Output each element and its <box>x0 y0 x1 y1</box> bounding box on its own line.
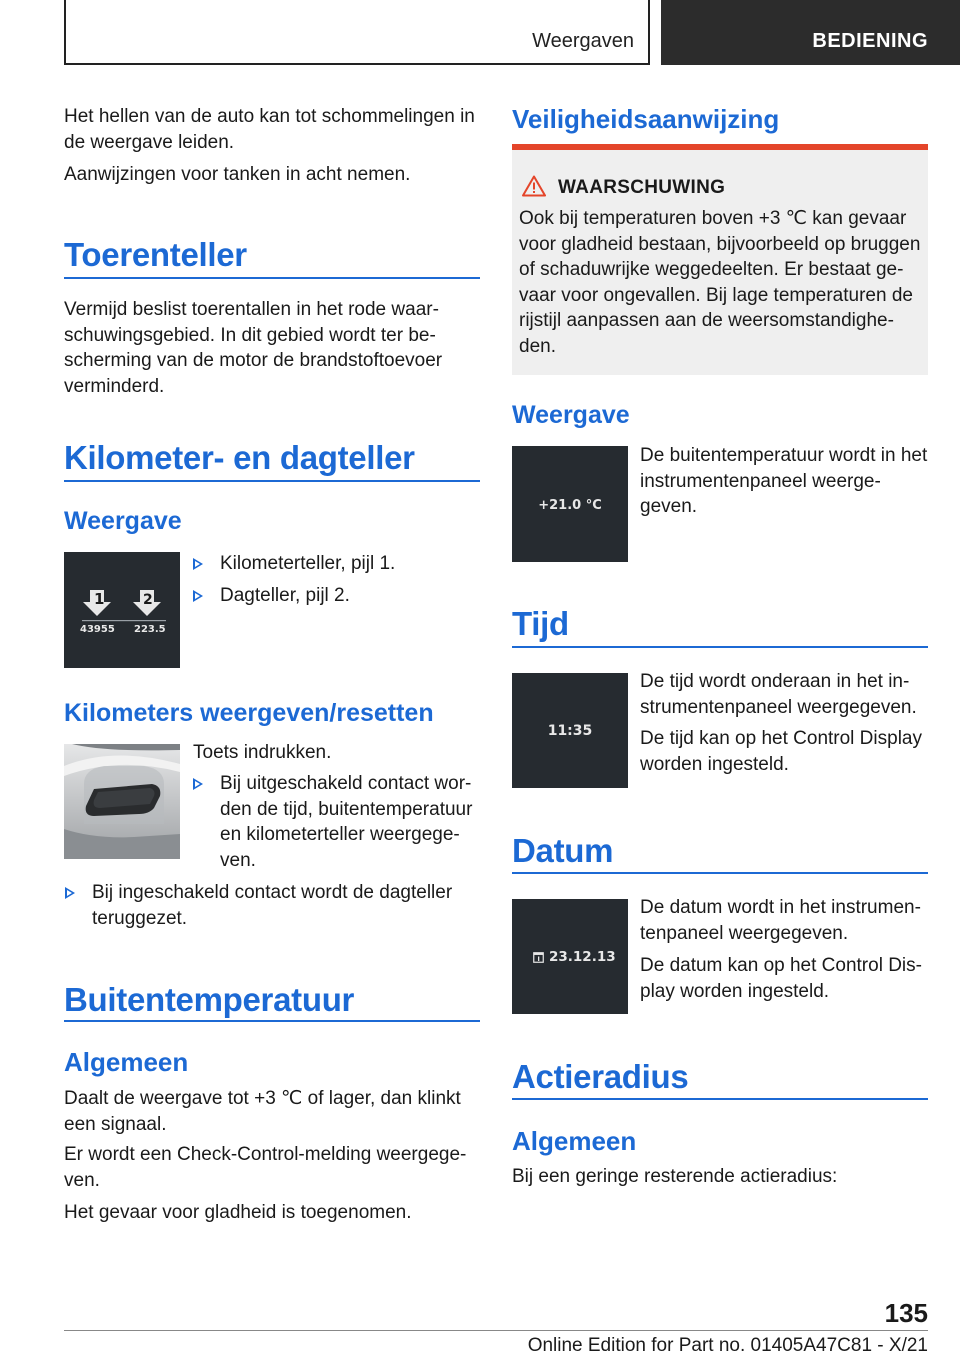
heading-datum: Datum <box>512 832 614 869</box>
header-chapter-title: BEDIENING <box>812 30 928 52</box>
buitentemp-paragraph-3: Het gevaar voor gladheid is toegenomen. <box>64 1202 412 1223</box>
heading-weergave-kilometer: Weergave <box>64 507 182 535</box>
datum-paragraph-1: De datum wordt in het instrumen-tenpaneel weergegeven. <box>640 897 921 944</box>
buitentemp-paragraph-2: Er wordt een Check-Control-melding weergege-ven. <box>64 1144 467 1191</box>
reset-text: Toets indrukken. <box>193 742 332 763</box>
heading-algemeen-actieradius: Algemeen <box>512 1126 637 1156</box>
heading-kilometer: Kilometer- en dagteller <box>64 439 415 476</box>
reset-button-icon <box>64 744 180 859</box>
buitentemp-paragraph-1: Daalt de weergave tot +3 ℃ of lager, dan klinkt een signaal. <box>64 1088 461 1135</box>
warning-triangle-icon <box>522 175 546 197</box>
heading-rule <box>64 480 480 482</box>
header-section-box <box>64 0 650 65</box>
page-number: 135 <box>884 1298 928 1328</box>
toerenteller-text: Vermijd beslist toerentallen in het rode waar-schuwingsgebied. In dit gebied wordt ter be-scherming van de motor de brandstoftoevoer verminderd. <box>64 299 443 397</box>
odometer-image <box>64 552 180 668</box>
heading-rule <box>512 1098 928 1100</box>
bullet-triangle-icon <box>193 778 203 790</box>
warning-text: Ook bij temperaturen boven +3 ℃ kan gevaar voor gladheid bestaan, bijvoorbeeld op bruggen of schaduwrijke weggedeelten. Er bestaat ge-vaar voor ongevallen. Bij lage temperaturen de rijstijl aanpassen aan de weersomstandighe-den. <box>519 208 921 357</box>
calendar-icon <box>533 951 544 963</box>
heading-algemeen-buitentemp: Algemeen <box>64 1047 189 1077</box>
reset-button-image <box>64 744 180 859</box>
temperature-display-image <box>512 446 628 562</box>
date-display-value: 23.12.13 <box>549 949 616 965</box>
time-display-value: 11:35 <box>547 723 593 739</box>
heading-rule <box>512 646 928 648</box>
heading-rule <box>64 277 480 279</box>
heading-actieradius: Actieradius <box>512 1058 689 1095</box>
time-display-image <box>512 673 628 788</box>
arrow-2-label: 2 <box>143 592 153 608</box>
tijd-paragraph-1: De tijd wordt onderaan in het in-strumentenpaneel weergegeven. <box>640 671 917 718</box>
bullet-triangle-icon <box>65 887 75 899</box>
bullet-triangle-icon <box>193 590 203 602</box>
temperature-display-value: +21.0 °C <box>538 498 602 513</box>
odometer-value: 43955 <box>80 624 115 635</box>
bullet-ingeschakeld: Bij ingeschakeld contact wordt de dagteller teruggezet. <box>92 882 453 929</box>
intro-paragraph-2: Aanwijzingen voor tanken in acht nemen. <box>64 164 411 185</box>
footer-edition: Online Edition for Part no. 01405A47C81 - X/21 <box>527 1335 928 1356</box>
bullet-kilometerteller: Kilometerteller, pijl 1. <box>220 553 396 574</box>
arrow-1-label: 1 <box>94 590 105 608</box>
heading-rule <box>512 872 928 874</box>
odometer-arrows-icon <box>64 552 180 668</box>
heading-kilometers-resetten: Kilometers weergeven/resetten <box>64 699 434 727</box>
heading-tijd: Tijd <box>512 605 569 642</box>
tijd-paragraph-2: De tijd kan op het Control Display worden ingesteld. <box>640 728 922 775</box>
heading-buitentemperatuur: Buitentemperatuur <box>64 981 355 1018</box>
bullet-triangle-icon <box>193 558 203 570</box>
header-section-title: Weergaven <box>532 30 634 52</box>
bullet-uitgeschakeld: Bij uitgeschakeld contact wor-den de tijd, buitentemperatuur en kilometerteller weergege-ven. <box>220 773 473 871</box>
heading-toerenteller: Toerenteller <box>64 236 247 273</box>
heading-veiligheidsaanwijzing: Veiligheidsaanwijzing <box>512 104 780 134</box>
heading-rule <box>64 1020 480 1022</box>
warning-label: WAARSCHUWING <box>558 177 726 198</box>
header-chapter-box <box>661 0 960 65</box>
heading-weergave-temp: Weergave <box>512 401 630 429</box>
intro-paragraph-1: Het hellen van de auto kan tot schommelingen in de weergave leiden. <box>64 106 475 153</box>
actieradius-text: Bij een geringe resterende actieradius: <box>512 1166 838 1187</box>
weergave-temp-text: De buitentemperatuur wordt in het instrumentenpaneel weerge-geven. <box>640 445 928 517</box>
datum-paragraph-2: De datum kan op het Control Dis-play worden ingesteld. <box>640 955 922 1002</box>
warning-box <box>512 144 928 375</box>
tripmeter-value: 223.5 <box>134 624 166 635</box>
date-display-image <box>512 899 628 1014</box>
footer-rule <box>64 1330 928 1331</box>
bullet-dagteller: Dagteller, pijl 2. <box>220 585 350 606</box>
